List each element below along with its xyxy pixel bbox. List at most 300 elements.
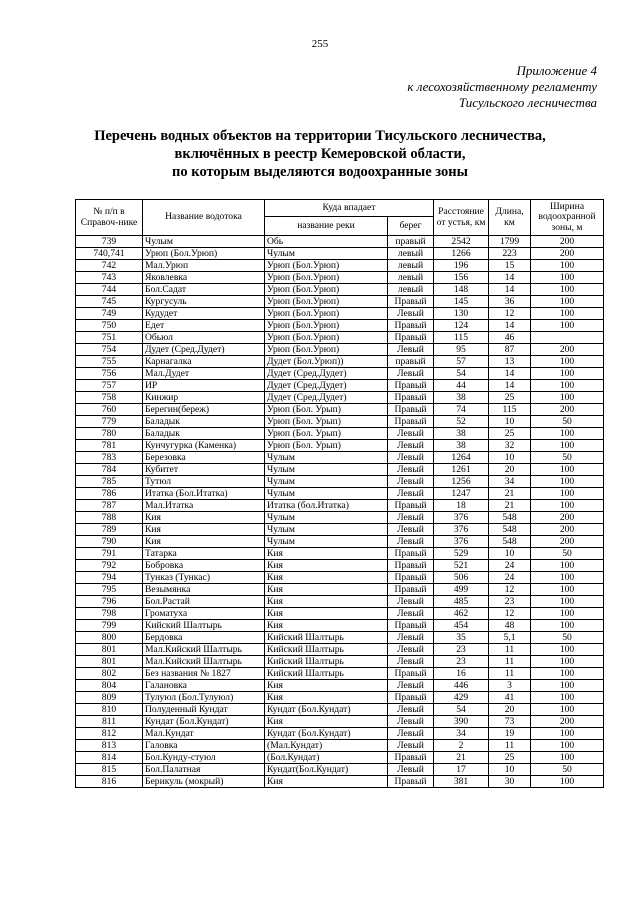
cell-watercourse-name: Кундат (Бол.Кундат) bbox=[143, 716, 265, 728]
cell-zone-width: 100 bbox=[531, 356, 604, 368]
cell-distance: 446 bbox=[434, 680, 489, 692]
cell-zone-width: 100 bbox=[531, 272, 604, 284]
cell-zone-width: 200 bbox=[531, 236, 604, 248]
table-row bbox=[76, 356, 604, 368]
cell-distance: 529 bbox=[434, 548, 489, 560]
cell-zone-width: 50 bbox=[531, 416, 604, 428]
cell-watercourse-name: Бол.Растай bbox=[143, 596, 265, 608]
cell-zone-width: 100 bbox=[531, 644, 604, 656]
header-zone-width: Ширина водоохранной зоны, м bbox=[531, 200, 604, 236]
cell-number: 796 bbox=[76, 596, 143, 608]
cell-bank: Правый bbox=[388, 332, 434, 344]
cell-river-name: Урюп (Бол. Урып) bbox=[265, 416, 388, 428]
cell-watercourse-name: Галановка bbox=[143, 680, 265, 692]
cell-length: 12 bbox=[489, 584, 531, 596]
cell-distance: 38 bbox=[434, 440, 489, 452]
cell-distance: 1266 bbox=[434, 248, 489, 260]
table-row bbox=[76, 560, 604, 572]
cell-bank: Левый bbox=[388, 452, 434, 464]
cell-distance: 21 bbox=[434, 752, 489, 764]
table-row bbox=[76, 272, 604, 284]
cell-zone-width: 100 bbox=[531, 704, 604, 716]
header-river-name: название реки bbox=[265, 217, 388, 236]
cell-length: 87 bbox=[489, 344, 531, 356]
cell-river-name: Кийский Шалтырь bbox=[265, 632, 388, 644]
cell-distance: 145 bbox=[434, 296, 489, 308]
cell-number: 811 bbox=[76, 716, 143, 728]
cell-distance: 485 bbox=[434, 596, 489, 608]
cell-bank: Левый bbox=[388, 740, 434, 752]
cell-length: 14 bbox=[489, 284, 531, 296]
cell-bank: Правый bbox=[388, 392, 434, 404]
cell-length: 24 bbox=[489, 572, 531, 584]
cell-bank: Левый bbox=[388, 476, 434, 488]
cell-watercourse-name: Кудудет bbox=[143, 308, 265, 320]
cell-watercourse-name: Бол.Садат bbox=[143, 284, 265, 296]
table-row bbox=[76, 308, 604, 320]
cell-distance: 2542 bbox=[434, 236, 489, 248]
cell-number: 795 bbox=[76, 584, 143, 596]
cell-length: 48 bbox=[489, 620, 531, 632]
cell-number: 790 bbox=[76, 536, 143, 548]
cell-distance: 74 bbox=[434, 404, 489, 416]
cell-number: 743 bbox=[76, 272, 143, 284]
cell-number: 740,741 bbox=[76, 248, 143, 260]
cell-distance: 54 bbox=[434, 368, 489, 380]
cell-river-name: Кундат (Бол.Кундат) bbox=[265, 728, 388, 740]
cell-river-name: Чулым bbox=[265, 464, 388, 476]
table-row bbox=[76, 464, 604, 476]
cell-length: 25 bbox=[489, 752, 531, 764]
cell-length: 73 bbox=[489, 716, 531, 728]
cell-length: 10 bbox=[489, 416, 531, 428]
cell-watercourse-name: Мал.Итатка bbox=[143, 500, 265, 512]
cell-river-name: Кия bbox=[265, 548, 388, 560]
cell-river-name: Дудет (Сред.Дудет) bbox=[265, 368, 388, 380]
cell-river-name: Кия bbox=[265, 692, 388, 704]
cell-number: 802 bbox=[76, 668, 143, 680]
cell-watercourse-name: Полуденный Кундат bbox=[143, 704, 265, 716]
cell-zone-width: 100 bbox=[531, 488, 604, 500]
cell-watercourse-name: Урюп (Бол.Урюп) bbox=[143, 248, 265, 260]
cell-distance: 1264 bbox=[434, 452, 489, 464]
cell-river-name: Дудет (Бол.Урюп)) bbox=[265, 356, 388, 368]
cell-zone-width: 50 bbox=[531, 548, 604, 560]
cell-watercourse-name: Кинжир bbox=[143, 392, 265, 404]
cell-bank: Левый bbox=[388, 728, 434, 740]
cell-distance: 35 bbox=[434, 632, 489, 644]
table-row bbox=[76, 320, 604, 332]
cell-length: 548 bbox=[489, 524, 531, 536]
cell-number: 755 bbox=[76, 356, 143, 368]
table-row bbox=[76, 728, 604, 740]
cell-zone-width: 100 bbox=[531, 284, 604, 296]
cell-length: 12 bbox=[489, 608, 531, 620]
cell-watercourse-name: Мал.Урюп bbox=[143, 260, 265, 272]
cell-distance: 38 bbox=[434, 428, 489, 440]
cell-bank: Левый bbox=[388, 716, 434, 728]
table-row bbox=[76, 776, 604, 788]
cell-length: 41 bbox=[489, 692, 531, 704]
cell-watercourse-name: Кургусуль bbox=[143, 296, 265, 308]
cell-watercourse-name: Кунчугурка (Каменка) bbox=[143, 440, 265, 452]
cell-river-name: (Мал.Кундат) bbox=[265, 740, 388, 752]
cell-distance: 429 bbox=[434, 692, 489, 704]
cell-zone-width bbox=[531, 332, 604, 344]
cell-length: 34 bbox=[489, 476, 531, 488]
cell-distance: 2 bbox=[434, 740, 489, 752]
table-row bbox=[76, 632, 604, 644]
cell-bank: Левый bbox=[388, 428, 434, 440]
cell-number: 745 bbox=[76, 296, 143, 308]
cell-zone-width: 100 bbox=[531, 368, 604, 380]
cell-river-name: Урюп (Бол.Урюп) bbox=[265, 332, 388, 344]
table-row bbox=[76, 620, 604, 632]
cell-number: 813 bbox=[76, 740, 143, 752]
cell-watercourse-name: Кубитет bbox=[143, 464, 265, 476]
cell-bank: Левый bbox=[388, 536, 434, 548]
cell-watercourse-name: Мал.Кийский Шалтырь bbox=[143, 656, 265, 668]
cell-river-name: Кия bbox=[265, 716, 388, 728]
table-row bbox=[76, 392, 604, 404]
cell-bank: Левый bbox=[388, 488, 434, 500]
cell-river-name: Кия bbox=[265, 572, 388, 584]
cell-number: 757 bbox=[76, 380, 143, 392]
cell-number: 789 bbox=[76, 524, 143, 536]
cell-river-name: Итатка (бол.Итатка) bbox=[265, 500, 388, 512]
header-watercourse-name: Название водотока bbox=[143, 200, 265, 236]
cell-bank: правый bbox=[388, 236, 434, 248]
cell-river-name: Урюп (Бол.Урюп) bbox=[265, 260, 388, 272]
cell-length: 21 bbox=[489, 500, 531, 512]
cell-number: 799 bbox=[76, 620, 143, 632]
cell-river-name: Кийский Шалтырь bbox=[265, 656, 388, 668]
cell-number: 798 bbox=[76, 608, 143, 620]
cell-zone-width: 200 bbox=[531, 512, 604, 524]
cell-watercourse-name: Без названия № 1827 bbox=[143, 668, 265, 680]
cell-river-name: Урюп (Бол. Урып) bbox=[265, 404, 388, 416]
cell-number: 801 bbox=[76, 656, 143, 668]
cell-bank: Левый bbox=[388, 644, 434, 656]
cell-length: 21 bbox=[489, 488, 531, 500]
cell-distance: 390 bbox=[434, 716, 489, 728]
cell-distance: 454 bbox=[434, 620, 489, 632]
cell-bank: Левый bbox=[388, 680, 434, 692]
cell-number: 792 bbox=[76, 560, 143, 572]
cell-distance: 16 bbox=[434, 668, 489, 680]
cell-river-name: Урюп (Бол.Урюп) bbox=[265, 344, 388, 356]
cell-watercourse-name: Обьюл bbox=[143, 332, 265, 344]
cell-river-name: Урюп (Бол.Урюп) bbox=[265, 272, 388, 284]
page-number: 255 bbox=[311, 38, 329, 50]
cell-length: 115 bbox=[489, 404, 531, 416]
cell-zone-width: 100 bbox=[531, 752, 604, 764]
cell-length: 46 bbox=[489, 332, 531, 344]
cell-zone-width: 100 bbox=[531, 656, 604, 668]
cell-length: 32 bbox=[489, 440, 531, 452]
table-row bbox=[76, 608, 604, 620]
cell-bank: Правый bbox=[388, 404, 434, 416]
cell-distance: 376 bbox=[434, 536, 489, 548]
document-title bbox=[0, 127, 640, 181]
cell-distance: 54 bbox=[434, 704, 489, 716]
cell-zone-width: 200 bbox=[531, 716, 604, 728]
annex-caption bbox=[407, 63, 597, 111]
cell-bank: Правый bbox=[388, 752, 434, 764]
cell-distance: 18 bbox=[434, 500, 489, 512]
cell-length: 11 bbox=[489, 644, 531, 656]
cell-river-name: Чулым bbox=[265, 488, 388, 500]
cell-river-name: Кия bbox=[265, 620, 388, 632]
cell-zone-width: 100 bbox=[531, 620, 604, 632]
cell-river-name: Чулым bbox=[265, 536, 388, 548]
cell-river-name: Кия bbox=[265, 608, 388, 620]
cell-length: 14 bbox=[489, 320, 531, 332]
cell-length: 30 bbox=[489, 776, 531, 788]
cell-number: 800 bbox=[76, 632, 143, 644]
table-row bbox=[76, 428, 604, 440]
table-row bbox=[76, 764, 604, 776]
annex-title: Приложение 4 bbox=[516, 63, 597, 78]
cell-zone-width: 100 bbox=[531, 776, 604, 788]
cell-length: 20 bbox=[489, 704, 531, 716]
cell-length: 24 bbox=[489, 560, 531, 572]
cell-bank: левый bbox=[388, 248, 434, 260]
cell-watercourse-name: Бобровка bbox=[143, 560, 265, 572]
cell-river-name: Кундат(Бол.Кундат) bbox=[265, 764, 388, 776]
cell-number: 791 bbox=[76, 548, 143, 560]
cell-length: 15 bbox=[489, 260, 531, 272]
cell-distance: 196 bbox=[434, 260, 489, 272]
cell-number: 809 bbox=[76, 692, 143, 704]
cell-length: 11 bbox=[489, 656, 531, 668]
table-row bbox=[76, 716, 604, 728]
cell-zone-width: 100 bbox=[531, 464, 604, 476]
cell-distance: 23 bbox=[434, 656, 489, 668]
cell-length: 10 bbox=[489, 764, 531, 776]
cell-zone-width: 100 bbox=[531, 584, 604, 596]
cell-zone-width: 100 bbox=[531, 308, 604, 320]
annex-reference: к лесохозяйственному регламенту bbox=[407, 79, 597, 94]
cell-watercourse-name: Мал.Кундат bbox=[143, 728, 265, 740]
cell-zone-width: 100 bbox=[531, 692, 604, 704]
cell-length: 36 bbox=[489, 296, 531, 308]
cell-distance: 17 bbox=[434, 764, 489, 776]
cell-river-name: Урюп (Бол. Урып) bbox=[265, 428, 388, 440]
cell-zone-width: 100 bbox=[531, 680, 604, 692]
cell-river-name: Дудет (Сред.Дудет) bbox=[265, 392, 388, 404]
cell-distance: 52 bbox=[434, 416, 489, 428]
cell-bank: Левый bbox=[388, 704, 434, 716]
cell-watercourse-name: Громатуха bbox=[143, 608, 265, 620]
cell-length: 12 bbox=[489, 308, 531, 320]
cell-number: 794 bbox=[76, 572, 143, 584]
cell-bank: Правый bbox=[388, 296, 434, 308]
cell-bank: Правый bbox=[388, 380, 434, 392]
table-row bbox=[76, 440, 604, 452]
cell-number: 816 bbox=[76, 776, 143, 788]
cell-number: 814 bbox=[76, 752, 143, 764]
cell-river-name: Чулым bbox=[265, 524, 388, 536]
table-row bbox=[76, 380, 604, 392]
table-row bbox=[76, 476, 604, 488]
cell-bank: Левый bbox=[388, 464, 434, 476]
cell-river-name: (Бол.Кундат) bbox=[265, 752, 388, 764]
header-bank: берег bbox=[388, 217, 434, 236]
cell-length: 23 bbox=[489, 596, 531, 608]
cell-watercourse-name: Карнагалка bbox=[143, 356, 265, 368]
cell-bank: Правый bbox=[388, 584, 434, 596]
cell-zone-width: 200 bbox=[531, 536, 604, 548]
table-row bbox=[76, 752, 604, 764]
cell-river-name: Кундат (Бол.Кундат) bbox=[265, 704, 388, 716]
table-row bbox=[76, 236, 604, 248]
cell-number: 812 bbox=[76, 728, 143, 740]
table-row bbox=[76, 260, 604, 272]
cell-length: 5,1 bbox=[489, 632, 531, 644]
cell-number: 785 bbox=[76, 476, 143, 488]
cell-watercourse-name: Баладык bbox=[143, 428, 265, 440]
cell-length: 10 bbox=[489, 548, 531, 560]
cell-bank: Левый bbox=[388, 344, 434, 356]
table-row bbox=[76, 488, 604, 500]
cell-number: 801 bbox=[76, 644, 143, 656]
table-row bbox=[76, 572, 604, 584]
cell-number: 804 bbox=[76, 680, 143, 692]
cell-zone-width: 100 bbox=[531, 476, 604, 488]
cell-distance: 148 bbox=[434, 284, 489, 296]
table-row bbox=[76, 404, 604, 416]
cell-watercourse-name: Кия bbox=[143, 536, 265, 548]
cell-river-name: Урюп (Бол. Урып) bbox=[265, 440, 388, 452]
annex-forestry: Тисульского лесничества bbox=[458, 95, 597, 110]
cell-bank: Левый bbox=[388, 656, 434, 668]
cell-number: 742 bbox=[76, 260, 143, 272]
cell-distance: 506 bbox=[434, 572, 489, 584]
cell-watercourse-name: Итатка (Бол.Итатка) bbox=[143, 488, 265, 500]
cell-watercourse-name: Кия bbox=[143, 512, 265, 524]
cell-distance: 44 bbox=[434, 380, 489, 392]
cell-zone-width: 100 bbox=[531, 728, 604, 740]
cell-length: 11 bbox=[489, 668, 531, 680]
cell-watercourse-name: Бол.Палатная bbox=[143, 764, 265, 776]
cell-zone-width: 200 bbox=[531, 248, 604, 260]
table-row bbox=[76, 416, 604, 428]
cell-river-name: Урюп (Бол.Урюп) bbox=[265, 308, 388, 320]
table-row bbox=[76, 668, 604, 680]
cell-zone-width: 100 bbox=[531, 296, 604, 308]
cell-watercourse-name: Галовка bbox=[143, 740, 265, 752]
cell-number: 781 bbox=[76, 440, 143, 452]
header-flows-into: Куда впадает bbox=[265, 200, 434, 217]
cell-zone-width: 100 bbox=[531, 572, 604, 584]
table-row bbox=[76, 512, 604, 524]
cell-watercourse-name: Бердовка bbox=[143, 632, 265, 644]
table-row bbox=[76, 656, 604, 668]
cell-distance: 38 bbox=[434, 392, 489, 404]
cell-length: 11 bbox=[489, 740, 531, 752]
cell-river-name: Урюп (Бол.Урюп) bbox=[265, 284, 388, 296]
cell-river-name: Чулым bbox=[265, 248, 388, 260]
table-row bbox=[76, 644, 604, 656]
cell-watercourse-name: Березовка bbox=[143, 452, 265, 464]
cell-length: 20 bbox=[489, 464, 531, 476]
cell-bank: правый bbox=[388, 356, 434, 368]
cell-length: 1799 bbox=[489, 236, 531, 248]
cell-zone-width: 100 bbox=[531, 500, 604, 512]
title-line-3: по которым выделяются водоохранные зоны bbox=[172, 164, 468, 180]
cell-distance: 23 bbox=[434, 644, 489, 656]
cell-bank: Левый bbox=[388, 608, 434, 620]
table-row bbox=[76, 524, 604, 536]
cell-river-name: Чулым bbox=[265, 452, 388, 464]
cell-number: 744 bbox=[76, 284, 143, 296]
cell-zone-width: 100 bbox=[531, 440, 604, 452]
cell-length: 25 bbox=[489, 392, 531, 404]
cell-watercourse-name: Мал.Дудет bbox=[143, 368, 265, 380]
cell-length: 223 bbox=[489, 248, 531, 260]
table-row bbox=[76, 692, 604, 704]
cell-distance: 34 bbox=[434, 728, 489, 740]
cell-bank: Левый bbox=[388, 368, 434, 380]
cell-zone-width: 100 bbox=[531, 668, 604, 680]
cell-zone-width: 100 bbox=[531, 608, 604, 620]
cell-distance: 1256 bbox=[434, 476, 489, 488]
table-row bbox=[76, 704, 604, 716]
table-body bbox=[76, 236, 604, 788]
cell-zone-width: 50 bbox=[531, 764, 604, 776]
cell-bank: Левый bbox=[388, 632, 434, 644]
table-row bbox=[76, 248, 604, 260]
cell-river-name: Обь bbox=[265, 236, 388, 248]
cell-watercourse-name: Тулуюл (Бол.Тулуюл) bbox=[143, 692, 265, 704]
cell-river-name: Кия bbox=[265, 680, 388, 692]
table-row bbox=[76, 452, 604, 464]
header-length: Длина, км bbox=[489, 200, 531, 236]
cell-watercourse-name: Чулым bbox=[143, 236, 265, 248]
cell-number: 754 bbox=[76, 344, 143, 356]
cell-zone-width: 50 bbox=[531, 632, 604, 644]
cell-zone-width: 200 bbox=[531, 524, 604, 536]
cell-bank: левый bbox=[388, 284, 434, 296]
title-line-1: Перечень водных объектов на территории Тисульского лесничества, bbox=[94, 128, 546, 144]
cell-zone-width: 100 bbox=[531, 596, 604, 608]
cell-zone-width: 200 bbox=[531, 344, 604, 356]
cell-bank: левый bbox=[388, 272, 434, 284]
cell-distance: 376 bbox=[434, 512, 489, 524]
cell-river-name: Кия bbox=[265, 776, 388, 788]
cell-bank: Правый bbox=[388, 416, 434, 428]
cell-length: 25 bbox=[489, 428, 531, 440]
cell-river-name: Дудет (Сред.Дудет) bbox=[265, 380, 388, 392]
title-line-2: включённых в реестр Кемеровской области, bbox=[174, 146, 466, 162]
table-row bbox=[76, 332, 604, 344]
cell-bank: Правый bbox=[388, 620, 434, 632]
cell-bank: Правый bbox=[388, 560, 434, 572]
cell-length: 13 bbox=[489, 356, 531, 368]
cell-bank: Левый bbox=[388, 440, 434, 452]
table-header bbox=[76, 200, 604, 236]
cell-number: 787 bbox=[76, 500, 143, 512]
cell-bank: Левый bbox=[388, 524, 434, 536]
cell-river-name: Чулым bbox=[265, 476, 388, 488]
cell-number: 739 bbox=[76, 236, 143, 248]
cell-number: 784 bbox=[76, 464, 143, 476]
table-row bbox=[76, 344, 604, 356]
cell-length: 10 bbox=[489, 452, 531, 464]
cell-zone-width: 100 bbox=[531, 560, 604, 572]
cell-distance: 130 bbox=[434, 308, 489, 320]
